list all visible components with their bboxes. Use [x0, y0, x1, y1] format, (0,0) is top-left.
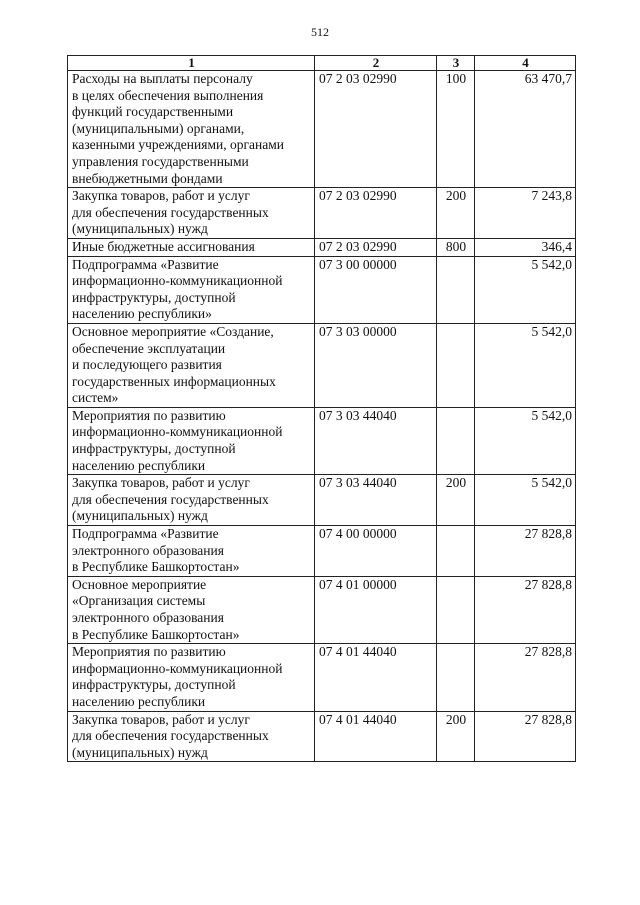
expense-name-cell — [68, 323, 315, 407]
expense-name-line: инфраструктуры, доступной — [72, 677, 236, 693]
expense-name-line: Подпрограмма «Развитие — [72, 526, 219, 542]
table-row — [68, 323, 576, 407]
expense-name-line: управления государственными — [72, 153, 249, 169]
expense-type-cell — [437, 323, 475, 407]
expense-name-line: систем» — [72, 390, 119, 406]
expense-name-line: населению республики — [72, 693, 206, 709]
expense-name-cell — [68, 576, 315, 643]
expense-name-line: Закупка товаров, работ и услуг — [72, 711, 250, 727]
amount-cell: 5 542,0 — [475, 323, 576, 407]
expense-name-line: населению республики» — [72, 306, 212, 322]
expense-name-line: государственных информационных — [72, 373, 276, 389]
target-article-code-cell: 07 3 00 00000 — [315, 256, 437, 323]
expense-name-cell — [68, 238, 315, 256]
page-number: 512 — [311, 25, 329, 39]
expense-name-line: Закупка товаров, работ и услуг — [72, 475, 250, 491]
column-header-code: 2 — [315, 56, 437, 71]
table-row — [68, 238, 576, 256]
amount-cell: 5 542,0 — [475, 407, 576, 474]
expense-name-line: инфраструктуры, доступной — [72, 441, 236, 457]
expense-name-line: Мероприятия по развитию — [72, 644, 226, 660]
expense-type-cell: 100 — [437, 71, 475, 188]
expense-name-cell — [68, 188, 315, 239]
expense-name-cell — [68, 407, 315, 474]
table-row — [68, 256, 576, 323]
expense-name-line: Подпрограмма «Развитие — [72, 256, 219, 272]
target-article-code-cell: 07 4 01 00000 — [315, 576, 437, 643]
expense-name-cell — [68, 256, 315, 323]
expense-name-cell — [68, 475, 315, 526]
table-row — [68, 644, 576, 711]
expense-name-line: обеспечение эксплуатации — [72, 340, 226, 356]
expense-type-cell — [437, 576, 475, 643]
amount-cell: 346,4 — [475, 238, 576, 256]
expense-name-line: информационно-коммуникационной — [72, 660, 283, 676]
amount-cell: 7 243,8 — [475, 188, 576, 239]
expense-name-cell — [68, 526, 315, 577]
target-article-code-cell: 07 2 03 02990 — [315, 71, 437, 188]
amount-cell: 27 828,8 — [475, 711, 576, 762]
amount-cell: 5 542,0 — [475, 475, 576, 526]
expense-name-line: электронного образования — [72, 610, 224, 625]
target-article-code-cell: 07 3 03 44040 — [315, 407, 437, 474]
expense-name-cell — [68, 711, 315, 762]
expense-name-line: (муниципальными) органами, — [72, 120, 245, 136]
expense-type-cell: 200 — [437, 711, 475, 762]
amount-cell: 27 828,8 — [475, 644, 576, 711]
expense-name-line: и последующего развития — [72, 357, 222, 373]
expense-name-line: «Организация системы — [72, 593, 206, 609]
expense-name-line: для обеспечения государственных — [72, 728, 269, 744]
expense-name-line: Мероприятия по развитию — [72, 407, 226, 423]
target-article-code-cell: 07 2 03 02990 — [315, 238, 437, 256]
expense-type-cell: 200 — [437, 188, 475, 239]
amount-cell: 27 828,8 — [475, 526, 576, 577]
expense-name-line: Закупка товаров, работ и услуг — [72, 188, 250, 204]
expense-name-line: (муниципальных) нужд — [72, 221, 208, 237]
column-header-type: 3 — [437, 56, 475, 71]
expense-name-cell — [68, 644, 315, 711]
table-header-row — [68, 56, 576, 71]
expense-name-line: населению республики — [72, 457, 206, 473]
expense-name-line: в целях обеспечения выполнения — [72, 87, 264, 103]
expense-name-line: для обеспечения государственных — [72, 491, 269, 507]
expense-type-cell: 800 — [437, 238, 475, 256]
expense-type-cell — [437, 256, 475, 323]
table-row — [68, 475, 576, 526]
table-row — [68, 526, 576, 577]
expense-name-line: (муниципальных) нужд — [72, 744, 208, 760]
table-row — [68, 711, 576, 762]
amount-cell: 5 542,0 — [475, 256, 576, 323]
table-row — [68, 407, 576, 474]
expense-name-line: Иные бюджетные ассигнования — [72, 238, 255, 254]
expense-type-cell — [437, 644, 475, 711]
expense-name-line: для обеспечения государственных — [72, 204, 269, 220]
column-header-name: 1 — [68, 56, 315, 71]
expense-name-line: электронного образования — [72, 542, 224, 558]
target-article-code-cell: 07 4 00 00000 — [315, 526, 437, 577]
amount-cell: 27 828,8 — [475, 576, 576, 643]
table-row — [68, 188, 576, 239]
expense-name-line: внебюджетными фондами — [72, 170, 223, 186]
expense-name-line: информационно-коммуникационной — [72, 273, 283, 289]
table-row — [68, 576, 576, 643]
expense-type-cell — [437, 407, 475, 474]
target-article-code-cell: 07 2 03 02990 — [315, 188, 437, 239]
expense-name-line: казенными учреждениями, органами — [72, 137, 284, 153]
amount-cell: 63 470,7 — [475, 71, 576, 188]
expense-name-line: информационно-коммуникационной — [72, 424, 283, 440]
expense-name-cell — [68, 71, 315, 188]
budget-table — [67, 55, 576, 762]
target-article-code-cell: 07 3 03 00000 — [315, 323, 437, 407]
expense-name-line: Основное мероприятие «Создание, — [72, 323, 274, 339]
table-row — [68, 71, 576, 188]
expense-type-cell: 200 — [437, 475, 475, 526]
expense-name-line: (муниципальных) нужд — [72, 508, 208, 524]
expense-name-line: Основное мероприятие — [72, 576, 207, 592]
expense-name-line: Расходы на выплаты персоналу — [72, 71, 253, 86]
target-article-code-cell: 07 3 03 44040 — [315, 475, 437, 526]
target-article-code-cell: 07 4 01 44040 — [315, 711, 437, 762]
target-article-code-cell: 07 4 01 44040 — [315, 644, 437, 711]
expense-name-line: в Республике Башкортостан» — [72, 626, 240, 642]
expense-type-cell — [437, 526, 475, 577]
expense-name-line: функций государственными — [72, 104, 234, 120]
expense-name-line: инфраструктуры, доступной — [72, 289, 236, 305]
column-header-sum: 4 — [475, 56, 576, 71]
table-body — [68, 71, 576, 762]
expense-name-line: в Республике Башкортостан» — [72, 559, 240, 575]
